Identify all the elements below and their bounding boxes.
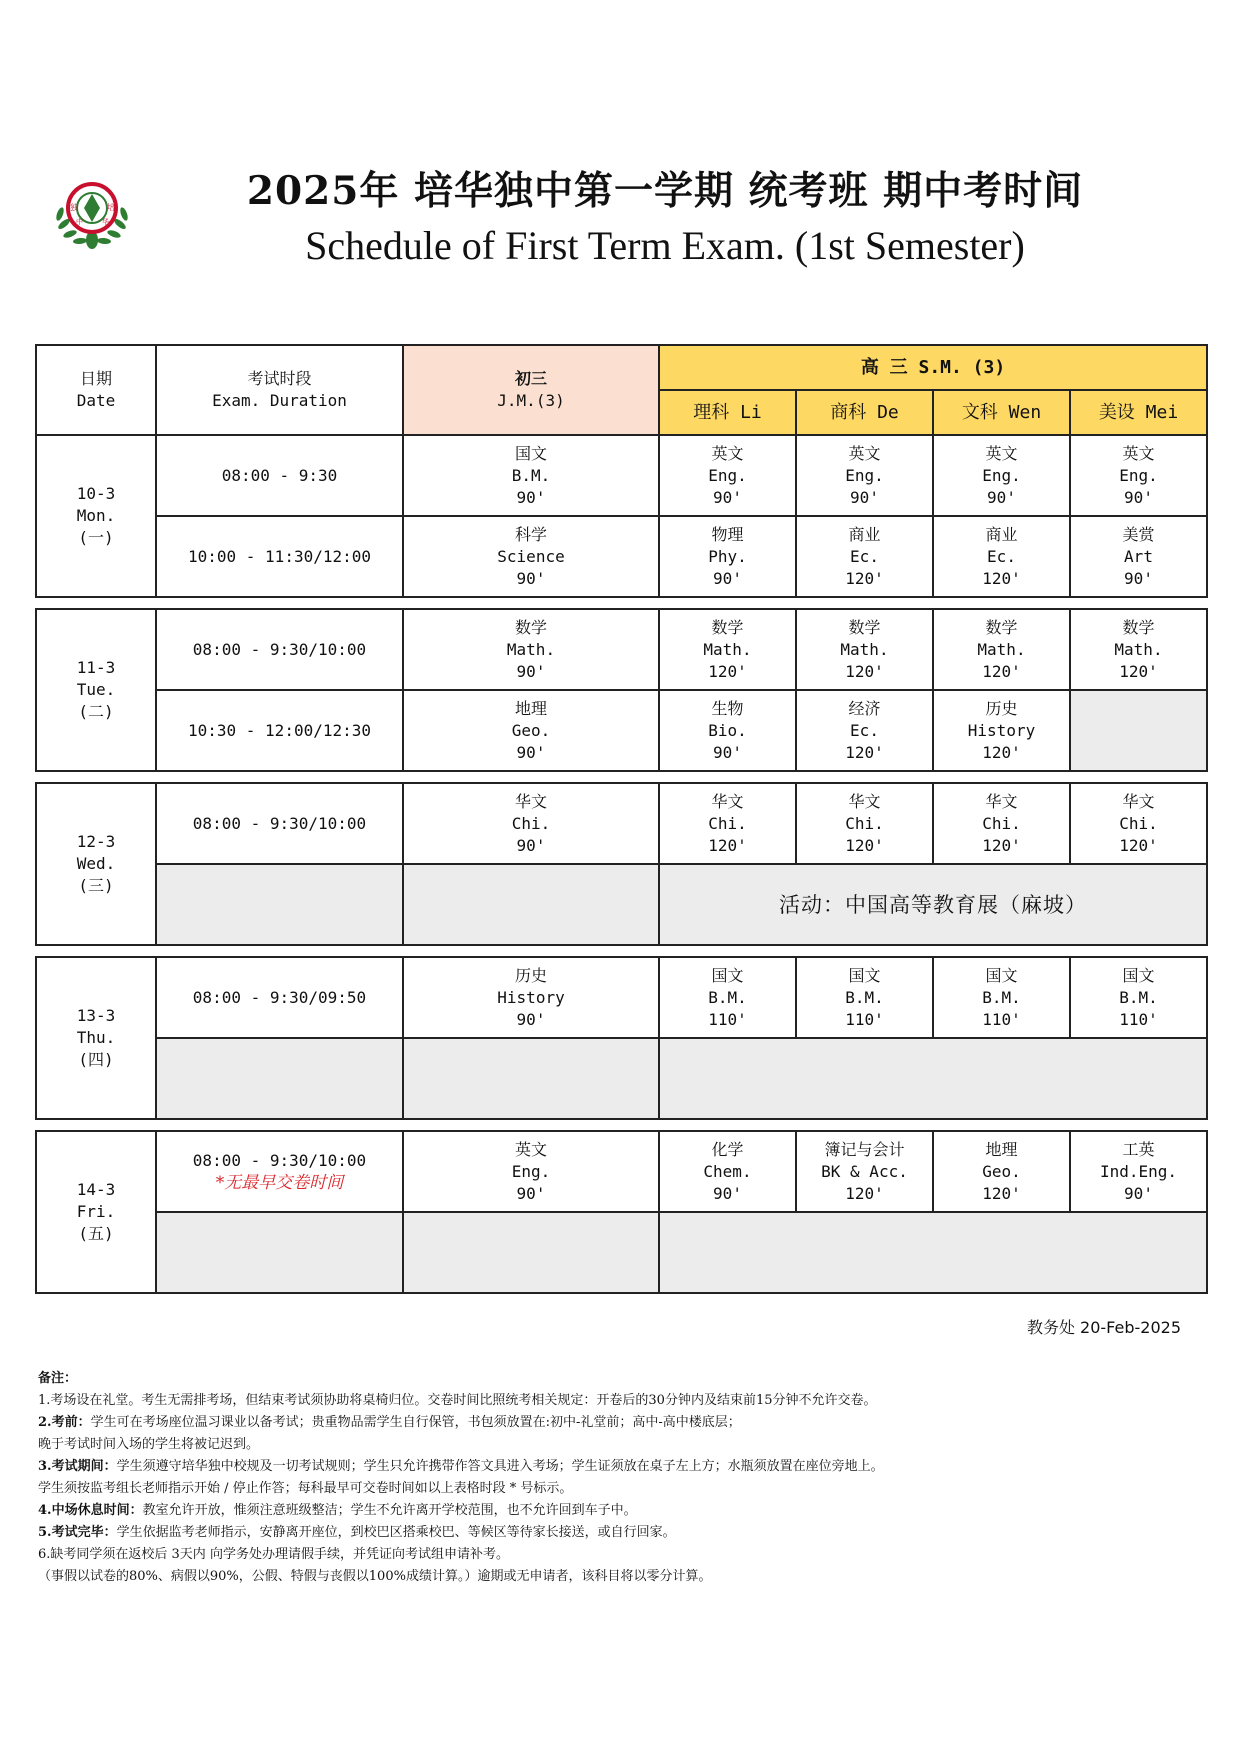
subject-cell: 英文 Eng. 90' xyxy=(403,1131,659,1212)
time-cell: 08:00 - 9:30/10:00 xyxy=(156,609,403,690)
subject-cell: 华文 Chi. 90' xyxy=(403,783,659,864)
time-cell: 08:00 - 9:30 xyxy=(156,435,403,516)
subject-cell: 国文 B.M. 90' xyxy=(403,435,659,516)
time-cell: 10:30 - 12:00/12:30 xyxy=(156,690,403,771)
subject-cell: 英文 Eng. 90' xyxy=(1070,435,1207,516)
subject-cell: 经济 Ec. 120' xyxy=(796,690,933,771)
empty-cell xyxy=(156,1212,403,1293)
date-cell: 13-3 Thu. (四) xyxy=(36,957,156,1119)
header-date: 日期 Date xyxy=(36,345,156,435)
page-title-english: Schedule of First Term Exam. (1st Semester) xyxy=(305,223,1025,268)
subject-cell: 商业 Ec. 120' xyxy=(933,516,1070,597)
empty-cell xyxy=(403,1038,659,1119)
header-duration: 考试时段 Exam. Duration xyxy=(156,345,403,435)
empty-cell xyxy=(659,1212,1207,1293)
subject-cell: 英文 Eng. 90' xyxy=(659,435,796,516)
svg-text:中: 中 xyxy=(76,218,83,226)
time-cell: 08:00 - 9:30/10:00 xyxy=(156,783,403,864)
table-row xyxy=(36,435,1207,516)
exam-schedule-table xyxy=(35,344,1206,1294)
subject-cell: 数学 Math. 120' xyxy=(1070,609,1207,690)
subject-cell: 华文 Chi. 120' xyxy=(1070,783,1207,864)
table-row xyxy=(36,864,1207,945)
note-line: 1.考场设在礼堂。考生无需排考场，但结束考试须协助将桌椅归位。交卷时间比照统考相关规定：开卷后的30分钟内及结束前15分钟不允许交卷。 xyxy=(38,1393,877,1408)
date-cell: 12-3 Wed. (三) xyxy=(36,783,156,945)
note-line: 4.中场休息时间：教室允许开放，惟须注意班级整洁；学生不允许离开学校范围，也不允许回到车子中。 xyxy=(38,1503,637,1518)
subject-cell: 地理 Geo. 90' xyxy=(403,690,659,771)
svg-text:华: 华 xyxy=(102,218,109,226)
note-line: 3.考试期间：学生须遵守培华独中校规及一切考试规则；学生只允许携带作答文具进入考场；学生证须放在桌子左上方；水瓶须放置在座位旁地上。 xyxy=(38,1459,884,1474)
table-row xyxy=(36,1212,1207,1293)
subject-cell: 簿记与会计 BK & Acc. 120' xyxy=(796,1131,933,1212)
note-line: 5.考试完毕：学生依据监考老师指示，安静离开座位，到校巴区搭乘校巴、等候区等待家长接送，或自行回家。 xyxy=(38,1525,676,1540)
subject-cell: 化学 Chem. 90' xyxy=(659,1131,796,1212)
table-row xyxy=(36,1038,1207,1119)
empty-cell xyxy=(1070,690,1207,771)
subject-cell: 国文 B.M. 110' xyxy=(659,957,796,1038)
subject-cell: 华文 Chi. 120' xyxy=(796,783,933,864)
subject-cell: 国文 B.M. 110' xyxy=(933,957,1070,1038)
date-cell: 14-3 Fri. (五) xyxy=(36,1131,156,1293)
subject-cell: 美赏 Art 90' xyxy=(1070,516,1207,597)
note-line: （事假以试卷的80%、病假以90%，公假、特假与丧假以100%成绩计算。）逾期或无申请者，该科目将以零分计算。 xyxy=(38,1569,712,1584)
empty-cell xyxy=(659,1038,1207,1119)
subject-cell: 商业 Ec. 120' xyxy=(796,516,933,597)
svg-text:培: 培 xyxy=(107,203,115,212)
time-cell: 10:00 - 11:30/12:00 xyxy=(156,516,403,597)
subject-cell: 物理 Phy. 90' xyxy=(659,516,796,597)
empty-cell xyxy=(156,1038,403,1119)
svg-text:独: 独 xyxy=(70,203,78,212)
school-logo xyxy=(50,178,134,252)
notes-heading: 备注： xyxy=(38,1371,78,1386)
note-line: 6.缺考同学须在返校后 3天内 向学务处办理请假手续，并凭证向考试组申请补考。 xyxy=(38,1547,509,1562)
time-cell: 08:00 - 9:30/10:00 *无最早交卷时间 xyxy=(156,1131,403,1212)
empty-cell xyxy=(403,864,659,945)
no-early-submission-note: *无最早交卷时间 xyxy=(215,1172,344,1193)
stream-mei: 美设 Mei xyxy=(1070,390,1207,435)
page-title-chinese: 2025年 培华独中第一学期 统考班 期中考时间 xyxy=(246,168,1084,214)
subject-cell: 科学 Science 90' xyxy=(403,516,659,597)
note-line: 2.考前：学生可在考场座位温习课业以备考试；贵重物品需学生自行保管，书包须放置在:初中-礼堂前；高中-高中楼底层； xyxy=(38,1415,741,1430)
subject-cell: 国文 B.M. 110' xyxy=(796,957,933,1038)
time-cell: 08:00 - 9:30/09:50 xyxy=(156,957,403,1038)
notes-section xyxy=(38,1368,1208,1588)
subject-cell: 数学 Math. 120' xyxy=(796,609,933,690)
note-line: 学生须按监考组长老师指示开始 / 停止作答；每科最早可交卷时间如以上表格时段 * 号标示。 xyxy=(38,1481,573,1496)
subject-cell: 生物 Bio. 90' xyxy=(659,690,796,771)
table-row xyxy=(36,609,1207,690)
stream-de: 商科 De xyxy=(796,390,933,435)
header-sm3: 高 三 S.M. (3) xyxy=(659,345,1207,390)
office-stamp: 教务处 20-Feb-2025 xyxy=(1026,1318,1181,1337)
table-row xyxy=(36,516,1207,597)
table-row xyxy=(36,957,1207,1038)
subject-cell: 数学 Math. 120' xyxy=(933,609,1070,690)
subject-cell: 华文 Chi. 120' xyxy=(933,783,1070,864)
subject-cell: 数学 Math. 90' xyxy=(403,609,659,690)
empty-cell xyxy=(156,864,403,945)
subject-cell: 英文 Eng. 90' xyxy=(796,435,933,516)
stream-wen: 文科 Wen xyxy=(933,390,1070,435)
activity-cell: 活动：中国高等教育展（麻坡） xyxy=(659,864,1207,945)
subject-cell: 地理 Geo. 120' xyxy=(933,1131,1070,1212)
subject-cell: 国文 B.M. 110' xyxy=(1070,957,1207,1038)
empty-cell xyxy=(403,1212,659,1293)
subject-cell: 历史 History 90' xyxy=(403,957,659,1038)
subject-cell: 历史 History 120' xyxy=(933,690,1070,771)
table-row xyxy=(36,783,1207,864)
table-row xyxy=(36,1131,1207,1212)
date-cell: 10-3 Mon. (一) xyxy=(36,435,156,597)
date-cell: 11-3 Tue. (二) xyxy=(36,609,156,771)
stream-li: 理科 Li xyxy=(659,390,796,435)
table-row xyxy=(36,690,1207,771)
subject-cell: 数学 Math. 120' xyxy=(659,609,796,690)
subject-cell: 工英 Ind.Eng. 90' xyxy=(1070,1131,1207,1212)
header-jm3: 初三 J.M.(3) xyxy=(403,345,659,435)
note-line: 晚于考试时间入场的学生将被记迟到。 xyxy=(38,1437,260,1452)
subject-cell: 英文 Eng. 90' xyxy=(933,435,1070,516)
subject-cell: 华文 Chi. 120' xyxy=(659,783,796,864)
